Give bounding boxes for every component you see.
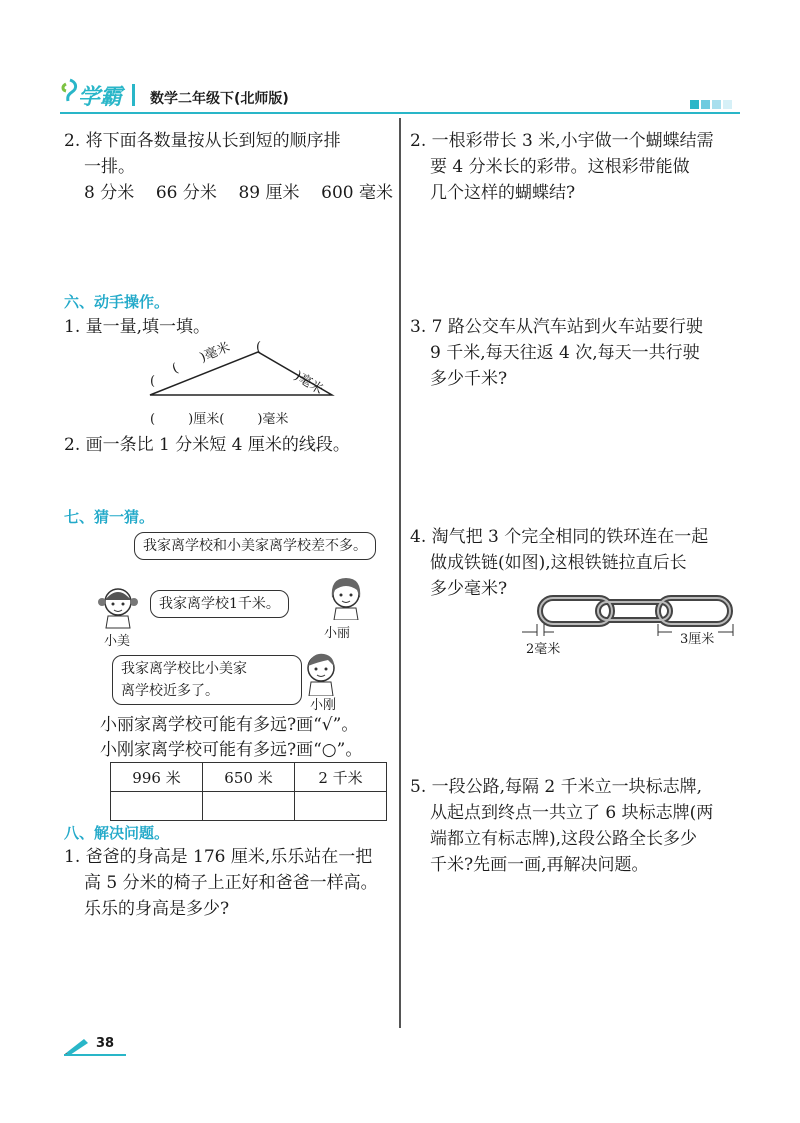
header-squares [690,94,732,113]
question-ribbon [410,128,740,206]
name-xiaoli: 小丽 [324,626,351,641]
question-draw-line: 2. 画一条比 1 分米短 4 厘米的线段。 [64,435,350,455]
answer-cell[interactable] [111,792,203,821]
question-bus [410,314,740,392]
section-7-title: 七、猜一猜。 [64,508,155,526]
text-line: 9 千米,每天往返 4 次,每天一共行驶 [430,343,700,363]
chain-label-length: 3厘米 [680,632,715,647]
text-line: 乐乐的身高是多少? [84,899,230,919]
text-line: 从起点到终点一共立了 6 块标志牌(两 [430,803,714,823]
text-line: 5. 一段公路,每隔 2 千米立一块标志牌, [410,777,703,797]
table-cell: 2 千米 [295,763,387,792]
answer-cell[interactable] [295,792,387,821]
section-6-title: 六、动手操作。 [64,293,170,311]
header-rule [60,112,740,114]
text-line: 千米?先画一画,再解决问题。 [430,855,649,875]
text-line: 4. 淘气把 3 个完全相同的铁环连在一起 [410,527,709,547]
leaf-icon [60,78,80,102]
question-sort [64,128,394,206]
text-line: 多少千米? [430,369,508,389]
text-line: 一排。 [84,157,135,177]
boy-xiaogang-icon [298,648,344,696]
text-line: 1. 爸爸的身高是 176 厘米,乐乐站在一把 [64,847,373,867]
triangle-label-top-left: ( )毫米 [170,339,233,377]
triangle-label-bottom: ( )厘米( )毫米 [150,412,289,427]
text-line: 做成铁链(如图),这根铁链拉直后长 [430,553,687,573]
speech-bubble-xiaomei: 我家离学校1千米。 [150,590,289,618]
book-title: 数学二年级下(北师版) [150,91,289,107]
name-xiaogang: 小刚 [310,698,337,713]
text-line: 几个这样的蝴蝶结? [430,183,576,203]
question-measure: 1. 量一量,填一填。 [64,317,211,337]
table-cell: 650 米 [203,763,295,792]
question-height [64,844,404,922]
section-8-title: 八、解决问题。 [64,824,170,842]
speech-bubble-xiaoli: 我家离学校和小美家离学校差不多。 [134,532,376,560]
brand-bar [132,84,135,106]
triangle-label-right: )毫米 [291,368,326,398]
header [60,78,740,112]
text-line: 高 5 分米的椅子上正好和爸爸一样高。 [84,873,378,893]
girl-xiaoli-icon [324,574,368,620]
text-line: 2. 一根彩带长 3 米,小宇做一个蝴蝶结需 [410,131,714,151]
triangle-label-left: ( [150,374,156,389]
text-line: 端都立有标志牌),这段公路全长多少 [430,829,698,849]
footer-rule [64,1054,126,1056]
table-cell: 996 米 [111,763,203,792]
question-road-signs [410,774,742,878]
text-line: 多少毫米? [430,579,508,599]
girl-xiaomei-icon [94,582,142,630]
question-chain [410,524,740,602]
speech-bubble-xiaogang [112,655,302,705]
text-line: 3. 7 路公交车从汽车站到火车站要行驶 [410,317,703,337]
chain-label-thickness: 2毫米 [526,642,561,657]
distance-table [110,762,387,821]
bubble-line: 离学校近多了。 [121,683,219,699]
bubble-line: 我家离学校比小美家 [121,661,247,677]
text-line: 2. 将下面各数量按从长到短的顺序排 [64,131,341,151]
table-header-row [111,763,387,792]
guess-question-1: 小丽家离学校可能有多远?画“√”。 [100,715,359,735]
page-number: 38 [96,1036,115,1051]
answer-cell[interactable] [203,792,295,821]
text-line: 要 4 分米长的彩带。这根彩带能做 [430,157,690,177]
table-answer-row [111,792,387,821]
triangle-label-top-right: ( [256,340,262,355]
pencil-icon [64,1037,90,1055]
guess-question-2: 小刚家离学校可能有多远?画“○”。 [100,740,363,760]
values-line: 8 分米 66 分米 89 厘米 600 毫米 [84,183,393,203]
name-xiaomei: 小美 [104,634,131,649]
brand-logo: 学霸 [78,85,123,110]
